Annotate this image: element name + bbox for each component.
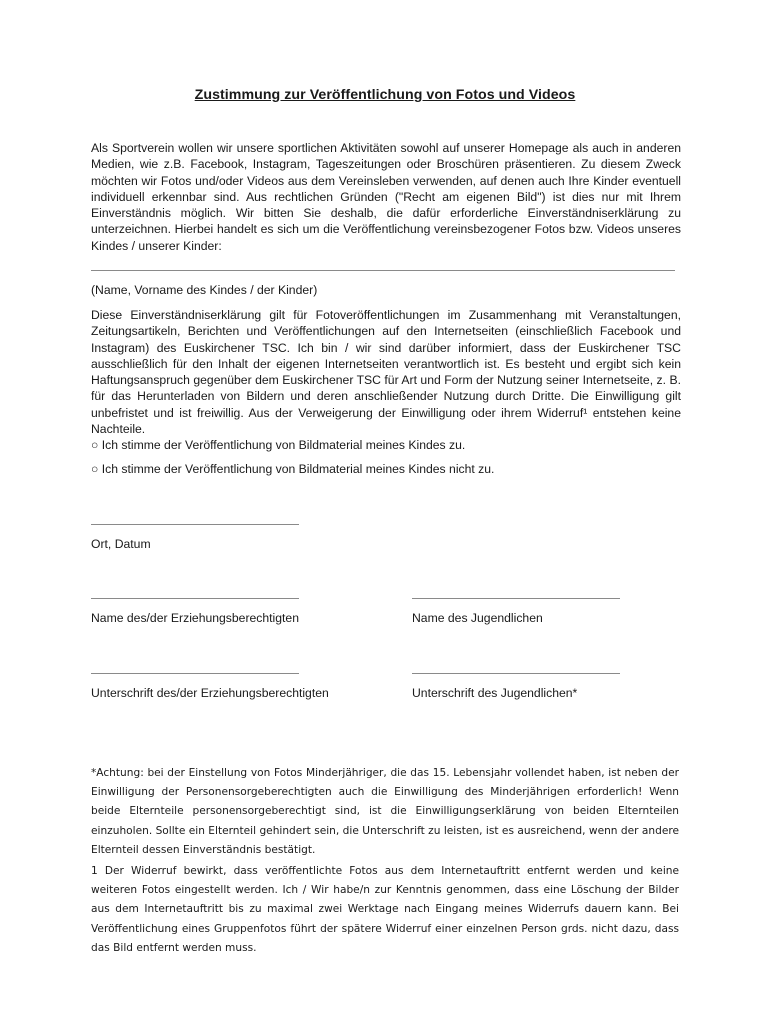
youth-signature-label: Unterschrift des Jugendlichen* — [412, 686, 578, 700]
revocation-footnote: 1 Der Widerruf bewirkt, dass veröffentlichte Fotos aus dem Internetauftritt entfernt werden und keine weiteren Fotos eingestellt werden. Ich / Wir habe/n zur Kenntnis genommen, dass eine Löschung der Bilder aus dem Internetauftritt bis zu maximal zwei Werktage nach Eingang meines Widerrufs dauern kann. Bei Veröffentlichung eines Gruppenfotos führt der spätere Widerruf einer einzelnen Person grds. nicht dazu, dass das Bild entfernt werden muss. — [91, 865, 679, 954]
attention-footnote: *Achtung: bei der Einstellung von Fotos Minderjähriger, die das 15. Lebensjahr vollendet haben, ist neben der Einwilligung der Personensorgeberechtigten auch die Einwilligung des Minderjährigen erforderlich! Wenn beide Elternteile personensorgeberechtigt sind, ist die Einwilligungserklärung von beiden Elternteilen einzuholen. Sollte ein Elternteil gehindert sein, die Unterschrift zu leisten, ist es ausreichend, wenn der andere Elternteil dessen Einverständnis bestätigt. — [91, 767, 679, 856]
declaration-paragraph: Diese Einverständniserklärung gilt für Fotoveröffentlichungen im Zusammenhang mit Veranstaltungen, Zeitungsartikeln, Berichten und Veröffentlichungen auf den Internetseiten (einschließlich Facebook und Instagram) des Euskirchener TSC. Ich bin / wir sind darüber informiert, dass der Euskirchener TSC ausschließlich für den Inhalt der eigenen Internetseiten verantwortlich ist. Es besteht und ergibt sich kein Haftungsanspruch gegenüber dem Euskirchener TSC für Art und Form der Nutzung seiner Internetseite, z. B. für das Herunterladen von Bildern und deren anschließender Nutzung durch Dritte. Die Einwilligung gilt unbefristet und ist freiwillig. Aus der Verweigerung der Einwilligung oder ihrem Widerruf¹ entstehen keine Nachteile. — [91, 308, 681, 437]
consent-option-no[interactable]: ○ Ich stimme der Veröffentlichung von Bildmaterial meines Kindes nicht zu. — [91, 462, 495, 476]
youth-name-field[interactable] — [412, 598, 620, 599]
intro-paragraph: Als Sportverein wollen wir unsere sportlichen Aktivitäten sowohl auf unserer Homepage als auch in anderen Medien, wie z.B. Facebook, Instagram, Tageszeitungen oder Broschüren präsentieren. Zu diesem Zweck möchten wir Fotos und/oder Videos aus dem Vereinsleben verwenden, auf denen auch Ihre Kinder eventuell individuell erkennbar sind. Aus rechtlichen Gründen ("Recht am eigenen Bild") ist dies nur mit Ihrem Einverständnis möglich. Wir bitten Sie deshalb, die dafür erforderliche Einverständniserklärung zu unterzeichnen. Hierbei handelt es sich um die Veröffentlichung vereinsbezogener Fotos bzw. Videos unseres Kindes / unserer Kinder: — [91, 141, 681, 253]
guardian-signature-field[interactable] — [91, 673, 299, 674]
place-date-field[interactable] — [91, 524, 299, 525]
child-name-label: (Name, Vorname des Kindes / der Kinder) — [91, 283, 318, 297]
consent-option-yes[interactable]: ○ Ich stimme der Veröffentlichung von Bildmaterial meines Kindes zu. — [91, 438, 466, 452]
guardian-signature-label: Unterschrift des/der Erziehungsberechtigten — [91, 686, 329, 700]
guardian-name-field[interactable] — [91, 598, 299, 599]
place-date-label: Ort, Datum — [91, 537, 151, 551]
guardian-name-label: Name des/der Erziehungsberechtigten — [91, 611, 299, 625]
child-name-field[interactable] — [91, 270, 675, 271]
page-title: Zustimmung zur Veröffentlichung von Fotos und Videos — [194, 87, 576, 103]
youth-name-label: Name des Jugendlichen — [412, 611, 543, 625]
youth-signature-field[interactable] — [412, 673, 620, 674]
